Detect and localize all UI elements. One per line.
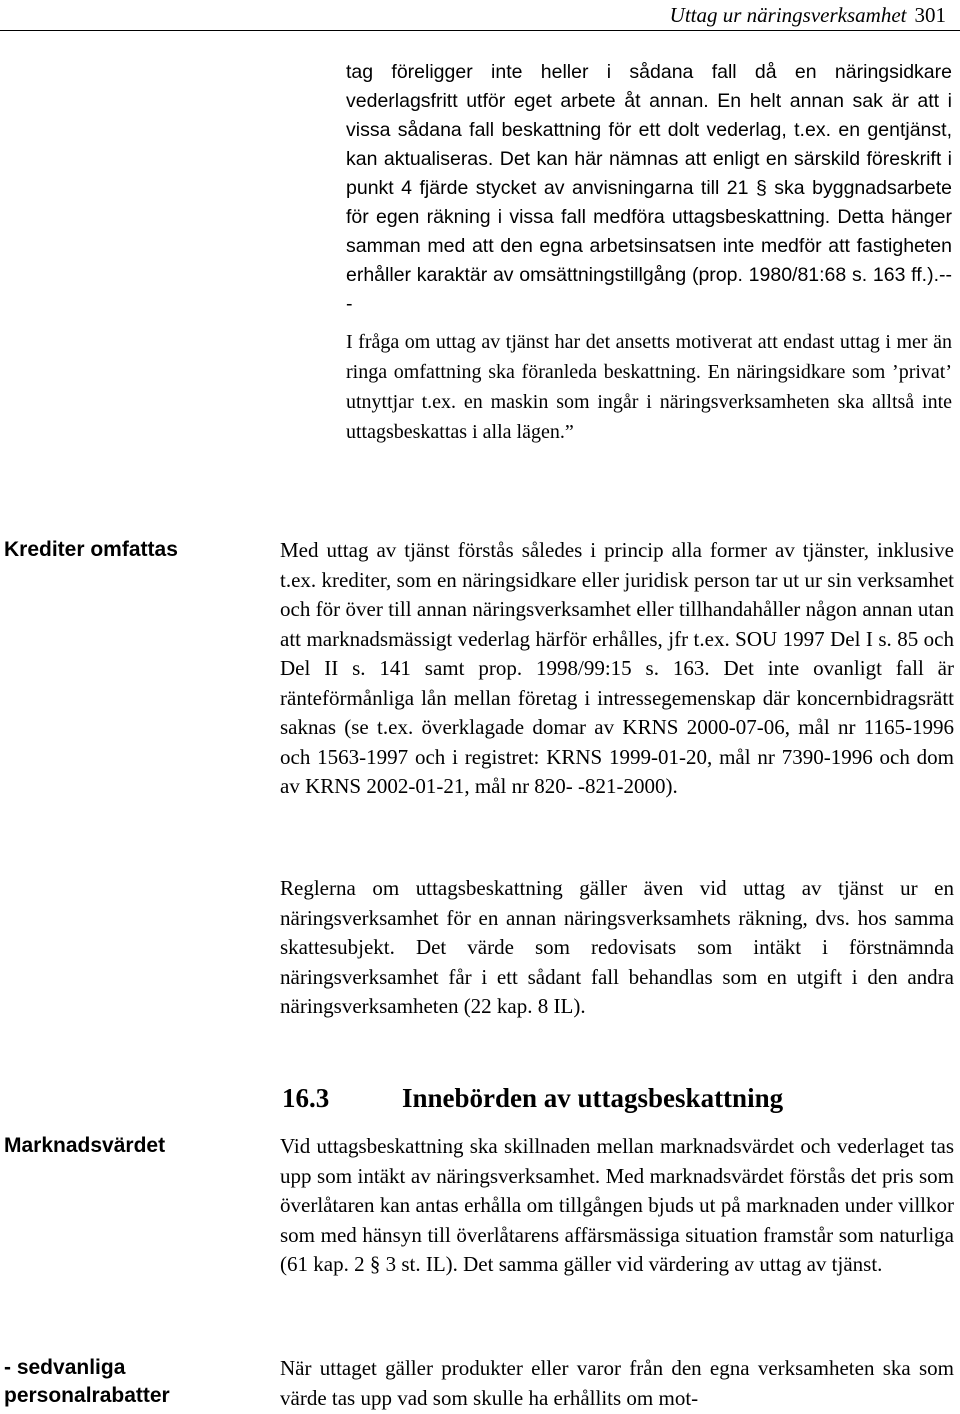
- paragraph-text: Vid uttagsbeskattning ska skillnaden mellan marknadsvärdet och vederlaget tas upp som intäkt av näringsverksamhet. Med marknadsvärdet förstås det pris som överlåtaren kan antas erhålla om tillgången bjuds ut på marknaden under villkor som med hänsyn till överlåtarens affärsmässiga situation framstår som naturliga (61 kap. 2 § 3 st. IL). Det samma gäller vid värdering av uttag av tjänst.: [280, 1134, 954, 1276]
- margin-note-marknadsvardet: Marknadsvärdet: [4, 1134, 166, 1157]
- margin-note-krediter: Krediter omfattas: [4, 538, 178, 561]
- paragraph-produkter: [280, 1354, 954, 1413]
- paragraph-text: Reglerna om uttagsbeskattning gäller även vid uttag av tjänst ur en näringsverksamhet för en annan näringsverksamhets räkning, dvs. hos samma skattesubjekt. Det värde som redovisats som intäkt i förstnämnda näringsverksamhet får i ett sådant fall behandlas som en utgift i den andra näringsverksamheten (22 kap. 8 IL).: [280, 876, 954, 1018]
- running-header: [670, 0, 946, 30]
- paragraph-reglerna: [280, 874, 954, 1022]
- quotation-block: [346, 58, 952, 447]
- quote-paragraph-2: I fråga om uttag av tjänst har det ansetts motiverat att endast uttag i mer än ringa omfattning ska föranleda beskattning. En näringsidkare som ’privat’ utnyttjar t.ex. en maskin som ingår i näringsverksamheten ska alltså inte uttagsbeskattas i alla lägen.”: [346, 331, 952, 443]
- header-divider: [0, 30, 960, 31]
- chapter-title: Uttag ur näringsverksamhet: [669, 3, 907, 27]
- paragraph-krediter: [280, 536, 954, 802]
- paragraph-text: När uttaget gäller produkter eller varor från den egna verksamheten ska som värde tas upp vad som skulle ha erhållits om mot-: [280, 1356, 954, 1410]
- margin-note-sedvanliga-personalrabatter: - sedvanliga personalrabatter: [4, 1356, 170, 1407]
- section-heading: [282, 1080, 783, 1116]
- paragraph-text: Med uttag av tjänst förstås således i princip alla former av tjänster, inklusive t.ex. krediter, som en näringsidkare eller juridisk person tar ut ur sin verksamhet och för över till annan näringsverksamhet eller tillhandahåller någon annan utan att marknadsmässigt vederlag härför erhålles, jfr t.ex. SOU 1997 Del I s. 85 och Del II s. 141 samt prop. 1998/99:15 s. 163. Det inte ovanligt fall är ränteförmånliga lån mellan företag i intressegemenskap där koncernbidragsrätt saknas (se t.ex. överklagade domar av KRNS 2000-07-06, mål nr 1165-1996 och 1563-1997 och i registret: KRNS 1999-01-20, mål nr 7390-1996 och dom av KRNS 2002-01-21, mål nr 820- -821-2000).: [280, 538, 954, 798]
- section-title: Innebörden av uttagsbeskattning: [402, 1083, 784, 1113]
- section-number: 16.3: [282, 1083, 330, 1113]
- paragraph-marknadsvardet: [280, 1132, 954, 1280]
- page-number: 301: [914, 3, 946, 27]
- quote-paragraph-1: tag föreligger inte heller i sådana fall då en näringsidkare vederlagsfritt utför eget arbete åt annan. En helt annan sak är att i vissa sådana fall beskattning för ett dolt vederlag, t.ex. en gentjänst, kan aktualiseras. Det kan här nämnas att enligt en särskild föreskrift i punkt 4 fjärde stycket av anvisningarna till 21 § ska byggnadsarbete för egen räkning i vissa fall medföra uttagsbeskattning. Detta hänger samman med att den egna arbetsinsatsen inte medför att fastigheten erhåller karaktär av omsättningstillgång (prop. 1980/81:68 s. 163 ff.).---: [346, 61, 952, 315]
